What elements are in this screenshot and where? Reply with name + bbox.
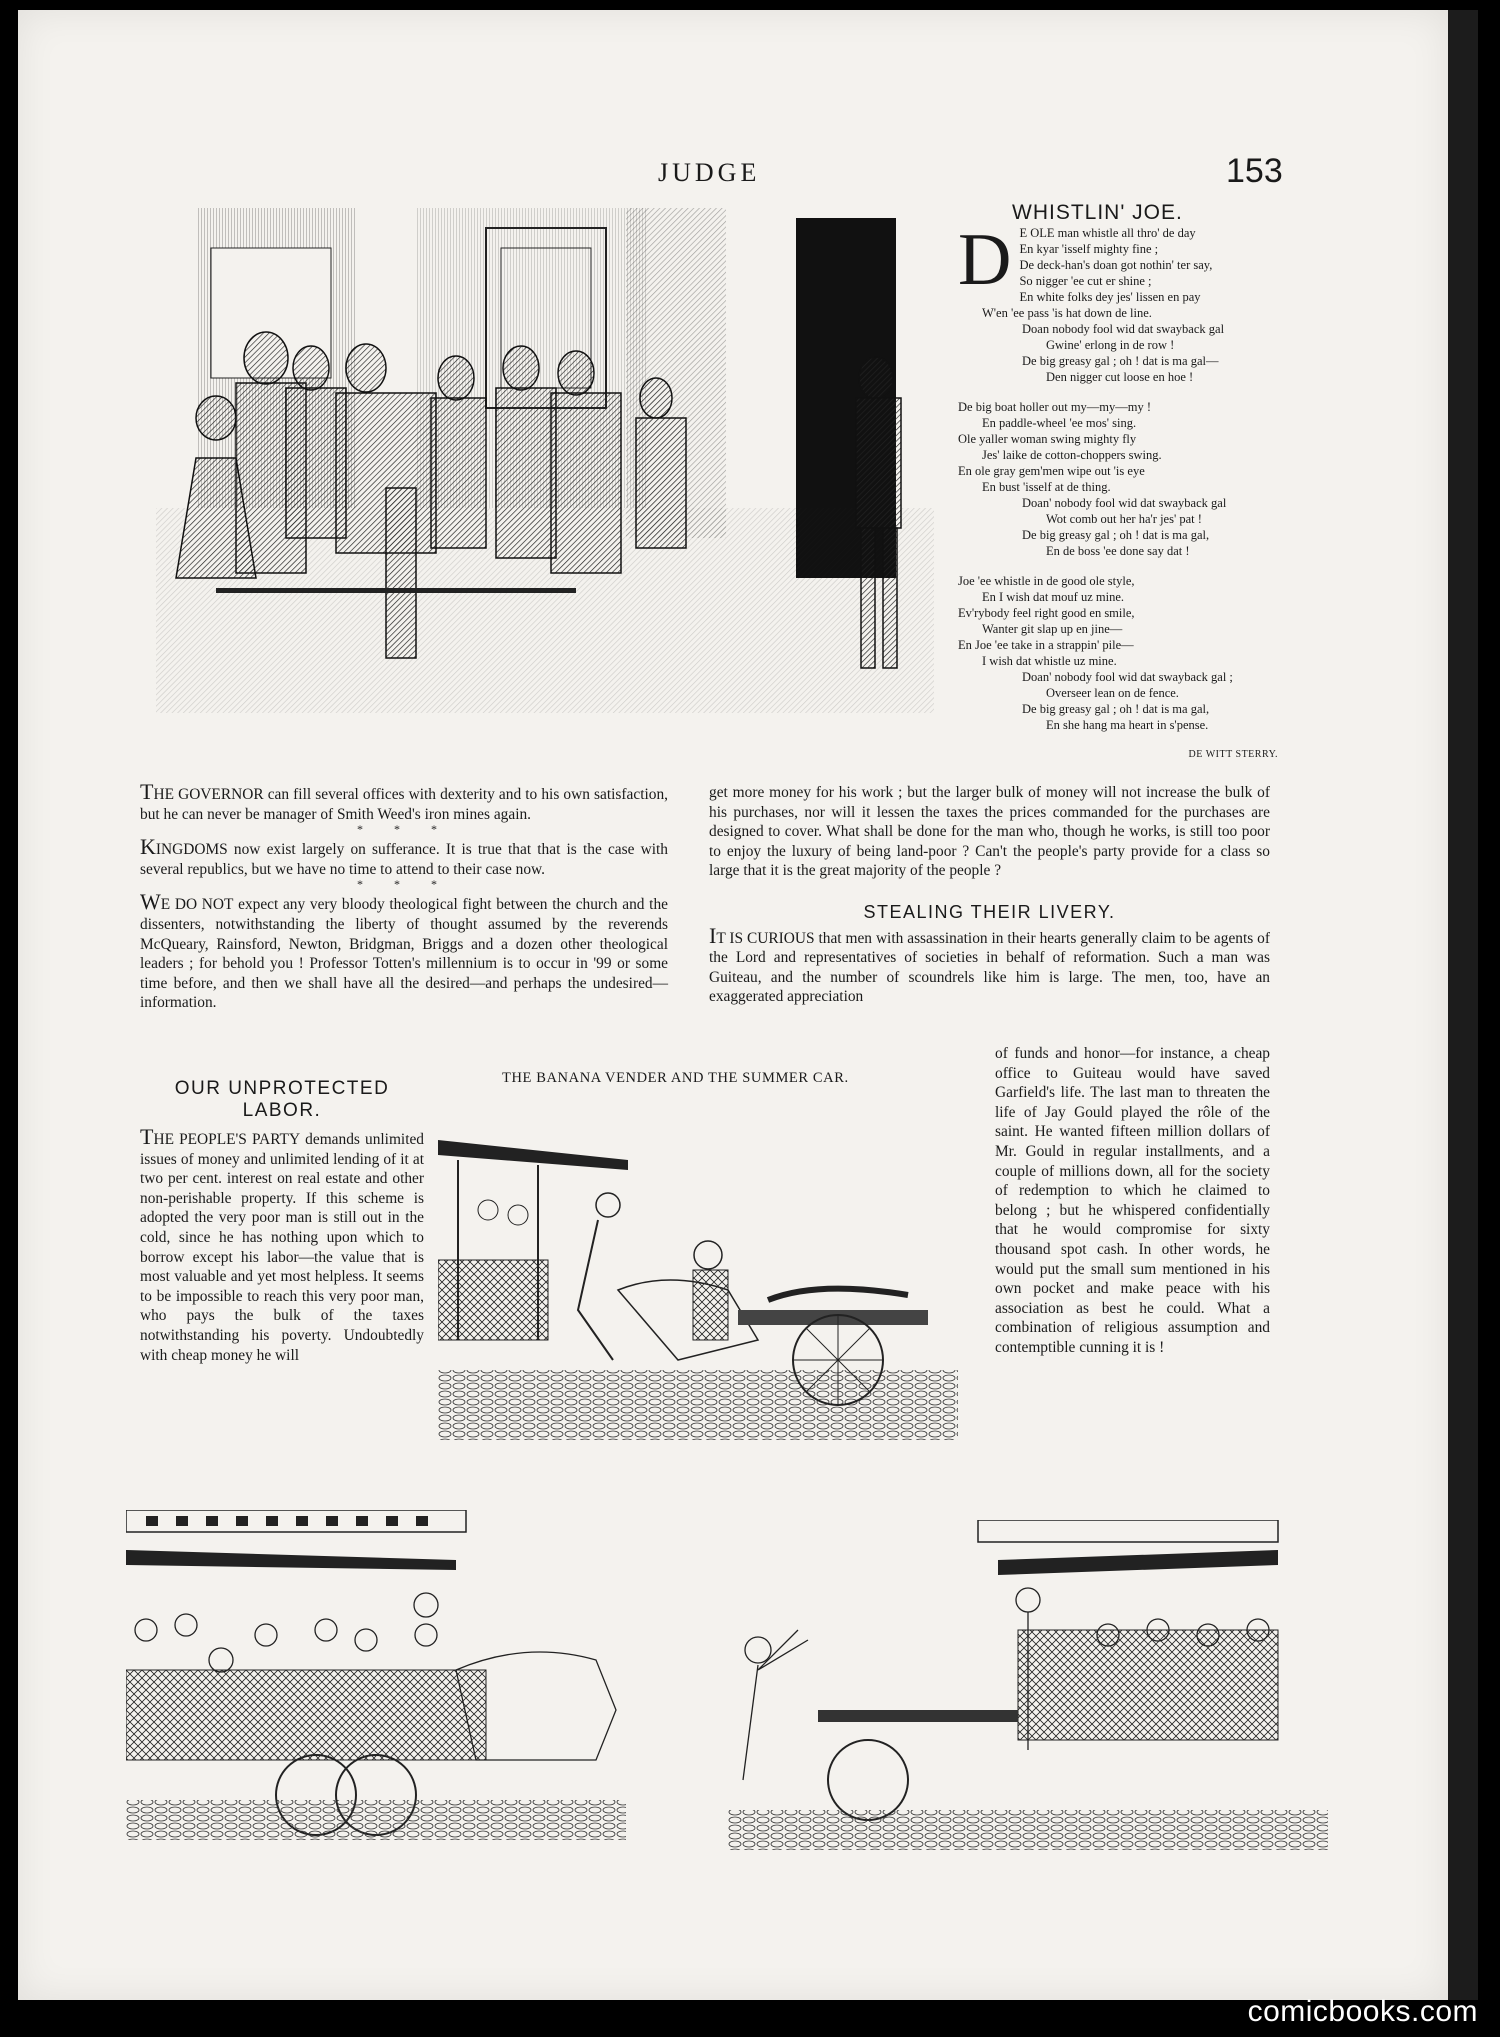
poem-line: Den nigger cut loose en hoe ! <box>1046 370 1194 384</box>
article-labor: THE PEOPLE'S PARTY demands unlimited issues of money and unlimited lending of it at two per cent. interest on real estate and other non-perishable property. If this scheme is adopted the very poor man is still out in the cold, since he has nothing upon which to borrow except his labor—the value that is most valuable and yet most helpless. It seems to be impossible to reach this very poor man, who pays the bulk of the taxes notwithstanding his poverty. Undoubtedly with cheap money he will <box>140 1124 424 1364</box>
watermark: comicbooks.com <box>1247 1995 1478 2028</box>
poem-line: Joe 'ee whistle in de good ole style, <box>958 574 1135 588</box>
streetcar-bananas-left-illustration <box>126 1510 746 1840</box>
page-number: 153 <box>1226 152 1283 190</box>
poem-line: En de boss 'ee done say dat ! <box>1046 544 1190 558</box>
poem-line: En paddle-wheel 'ee mos' sing. <box>982 416 1137 430</box>
poem-line: En I wish dat mouf uz mine. <box>982 590 1124 604</box>
poem-line: Doan nobody fool wid dat swayback gal <box>1022 322 1225 336</box>
right-column-upper <box>709 783 1270 1007</box>
poem-line: Wot comb out her ha'r jes' pat ! <box>1046 512 1202 526</box>
banana-cart-streetcar-illustration <box>438 1110 958 1440</box>
poem-line: E OLE man whistle all thro' de day <box>1019 226 1196 240</box>
poem-line: En she hang ma heart in s'pense. <box>1046 718 1209 732</box>
running-head: JUDGE <box>658 158 761 187</box>
poem-line: Jes' laike de cotton-choppers swing. <box>982 448 1162 462</box>
poem-line: Wanter git slap up en jine— <box>982 622 1123 636</box>
poem-line: En Joe 'ee take in a strappin' pile— <box>958 638 1134 652</box>
poem-stanza <box>958 399 1278 559</box>
poem-line: I wish dat whistle uz mine. <box>982 654 1117 668</box>
poem-line: Doan' nobody fool wid dat swayback gal ; <box>1022 670 1233 684</box>
article-governor: THE GOVERNOR can fill several offices with dexterity and to his own satisfaction, but he can never be manager of Smith Weed's iron mines again. <box>140 779 668 823</box>
poem-whistlin-joe <box>958 201 1278 763</box>
poem-line: Overseer lean on de fence. <box>1046 686 1179 700</box>
poem-author: DE WITT STERRY. <box>1188 749 1278 760</box>
cartoon-caption: THE BANANA VENDER AND THE SUMMER CAR. <box>502 1070 849 1086</box>
poem-line: Doan' nobody fool wid dat swayback gal <box>1022 496 1227 510</box>
poem-line: Gwine' erlong in de row ! <box>1046 338 1175 352</box>
left-column-narrow <box>140 1078 424 1365</box>
article-kingdoms: KINGDOMS now exist largely on sufferance. It is true that that is the case with several republics, but we have no time to attend to their case now. <box>140 834 668 878</box>
poem-line: W'en 'ee pass 'is hat down de line. <box>982 306 1152 320</box>
right-column-narrow <box>995 1044 1270 1358</box>
poem-body <box>958 219 1278 733</box>
page-edge <box>1448 10 1478 2000</box>
poem-line: De big greasy gal ; oh ! dat is ma gal, <box>1022 702 1210 716</box>
poem-drop-cap: D <box>958 219 1012 301</box>
magazine-page <box>18 10 1448 2000</box>
poem-line: De big greasy gal ; oh ! dat is ma gal— <box>1022 354 1219 368</box>
poem-line: Ole yaller woman swing mighty fly <box>958 432 1137 446</box>
article-livery-narrow: of funds and honor—for instance, a cheap office to Guiteau would have saved Garfield's life. The last man to threaten the life of Jay Gould played the rôle of the saint. He wanted fifteen million dollars of Mr. Gould in regular installments, and a couple of millions down, all for the society of redemption to which he claimed to belong ; but he whispered confidentially that he would compromise for sixty thousand spot cash. In other words, he would put the small sum mentioned in his own pocket and make peace with his association as best he could. What a combination of religious assumption and contemptible cunning it is ! <box>995 1045 1270 1356</box>
poem-line: De big greasy gal ; oh ! dat is ma gal, <box>1022 528 1210 542</box>
section-divider: * * * <box>357 877 451 892</box>
poem-line: En white folks dey jes' lissen en pay <box>1019 290 1201 304</box>
poem-line: So nigger 'ee cut er shine ; <box>1019 274 1152 288</box>
labor-title: OUR UNPROTECTED LABOR. <box>174 1078 390 1121</box>
streetcar-bananas-right-illustration <box>728 1520 1328 1850</box>
article-theology: WE DO NOT expect any very bloody theological fight between the church and the dissenters, notwithstanding the liberty of thought assumed by the reverends McQueary, Rainsford, Newton, Bridgman, Briggs and a dozen other theological leaders ; for behold you ! Professor Totten's millennium is to occur in '99 or some time before, and then we shall have all the desired—and perhaps the undesired—information. <box>140 889 668 1012</box>
poem-line: De big boat holler out my—my—my ! <box>958 400 1152 414</box>
poem-line: En kyar 'isself mighty fine ; <box>1019 242 1159 256</box>
article-livery-wide: IT IS CURIOUS that men with assassination in their hearts generally claim to be agents of the Lord and representatives of societies in behalf of reformation. Such a man was Guiteau, and the number of scoundrels like him is large. The men, too, have an exaggerated appreciation <box>709 922 1270 1006</box>
left-column-upper <box>140 779 668 1013</box>
livery-title: STEALING THEIR LIVERY. <box>863 901 1116 922</box>
poem-line: En ole gray gem'men wipe out 'is eye <box>958 464 1145 478</box>
section-divider: * * * <box>357 822 451 837</box>
article-money-continued: get more money for his work ; but the larger bulk of money will not increase the bulk of his purchases, nor will it lessen the taxes the prices commanded for the purchases are designed to cover. What shall be done for the man who, though he works, is still too poor to enjoy the luxury of being land-poor ? Can't the people's party provide for a class so large that it is the great majority of the people ? <box>709 784 1270 880</box>
poem-line: En bust 'isself at de thing. <box>982 480 1111 494</box>
poem-line: Ev'rybody feel right good en smile, <box>958 606 1135 620</box>
poem-line: De deck-han's doan got nothin' ter say, <box>1019 258 1213 272</box>
poem-title: WHISTLIN' JOE. <box>1012 201 1183 224</box>
waiting-room-illustration <box>156 208 934 713</box>
poem-stanza <box>958 573 1278 733</box>
